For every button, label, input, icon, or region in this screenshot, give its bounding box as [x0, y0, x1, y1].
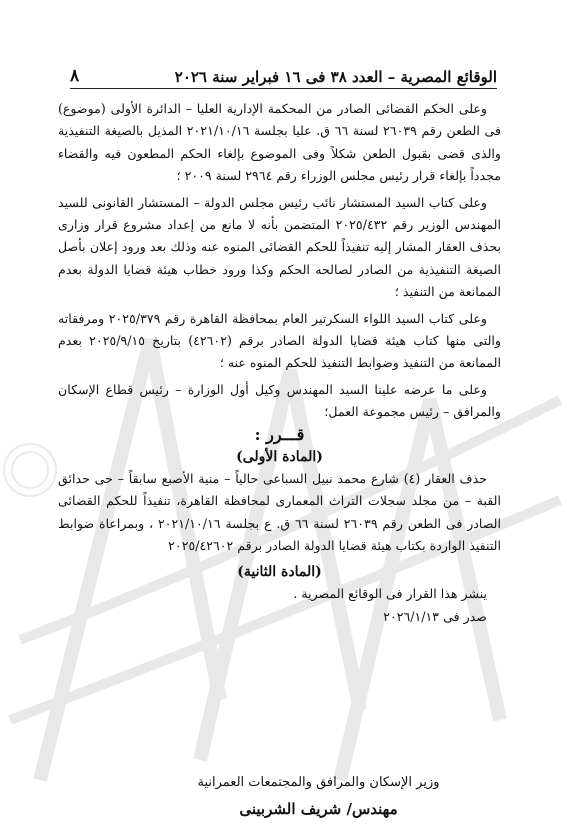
- page-number: ٨: [70, 66, 80, 86]
- decree-heading: قـــرر :: [254, 424, 305, 444]
- preamble-paragraph-4: وعلى ما عرضه علينا السيد المهندس وكيل أول الوزارة – رئيس قطاع الإسكان والمرافق – رئيس مجموعة العمل؛: [58, 381, 501, 420]
- minister-name: مهندس/ شريف الشربينى: [239, 800, 398, 818]
- preamble-paragraph-3: وعلى كتاب السيد اللواء السكرتير العام بمحافظة القاهرة رقم ٢٠٢٥/٣٧٩ ومرفقاته والتى منها كتاب هيئة قضايا الدولة الصادر برقم (٤٢٦٠٢) بتاريخ ٢٠٢٥/٩/١٥ بعدم الممانعة من التنفيذ وضوابط التنفيذ للحكم المنوه عنه ؛: [58, 310, 502, 371]
- signature-block: [100, 772, 537, 824]
- header-title: الوقائع المصرية – العدد ٣٨ فى ١٦ فبراير سنة ٢٠٢٦: [174, 68, 497, 86]
- preamble-paragraph-2: وعلى كتاب السيد المستشار نائب رئيس مجلس الدولة – المستشار القانونى للسيد المهندس الوزير رقم ٢٠٢٥/٤٣٢ المتضمن بأنه لا مانع من إعداد مشروع قرار وزارى بحذف العقار المشار إليه تنفيذاً للحكم القضائى المنوه عنه وذلك بعد ورود إعلان بأصل الصيغة التنفيذية من الصادر لصالحه الحكم وكذا ورود خطاب هيئة قضايا الدولة بعدم الممانعة من التنفيذ ؛: [58, 194, 502, 300]
- page-header: [70, 58, 497, 89]
- document-body: [58, 98, 501, 628]
- article-1-text: حذف العقار (٤) شارع محمد نبيل السباعى حالياً – منية الأصبع سابقاً – حى حدائق القبة – من مجلد سجلات التراث المعمارى لمحافظة القاهرة، تنفيذاً للحكم القضائى الصادر فى الطعن رقم ٢٦٠٣٩ لسنة ٦٦ ق. ع بجلسة ٢٠٢١/١٠/١٦ ، وبمراعاة ضوابط التنفيذ الواردة بكتاب هيئة قضايا الدولة الصادر برقم ٢٠٢٥/٤٢٦٠٢: [58, 470, 501, 553]
- article-2-text: ينشر هذا القرار فى الوقائع المصرية .: [293, 586, 487, 602]
- minister-title: وزير الإسكان والمرافق والمجتمعات العمرانية: [197, 775, 440, 790]
- issue-date: صدر فى ٢٠٢٦/١/١٣: [383, 608, 487, 624]
- article-2-heading: (المادة الثانية): [237, 564, 322, 581]
- article-1-heading: (المادة الأولى): [236, 448, 323, 465]
- preamble-paragraph-1: وعلى الحكم القضائى الصادر من المحكمة الإدارية العليا – الدائرة الأولى (موضوع) فى الطعن رقم ٢٦٠٣٩ لسنة ٦٦ ق. عليا بجلسة ٢٠٢١/١٠/١٦ المذيل بالصيغة التنفيذية والذى قضى بقبول الطعن شكلاً وفى الموضوع بإلغاء الحكم المطعون فيه والقضاء مجدداً بإلغاء قرار رئيس مجلس الوزراء رقم ٢٩٦٤ لسنة ٢٠٠٩ ؛: [58, 101, 502, 184]
